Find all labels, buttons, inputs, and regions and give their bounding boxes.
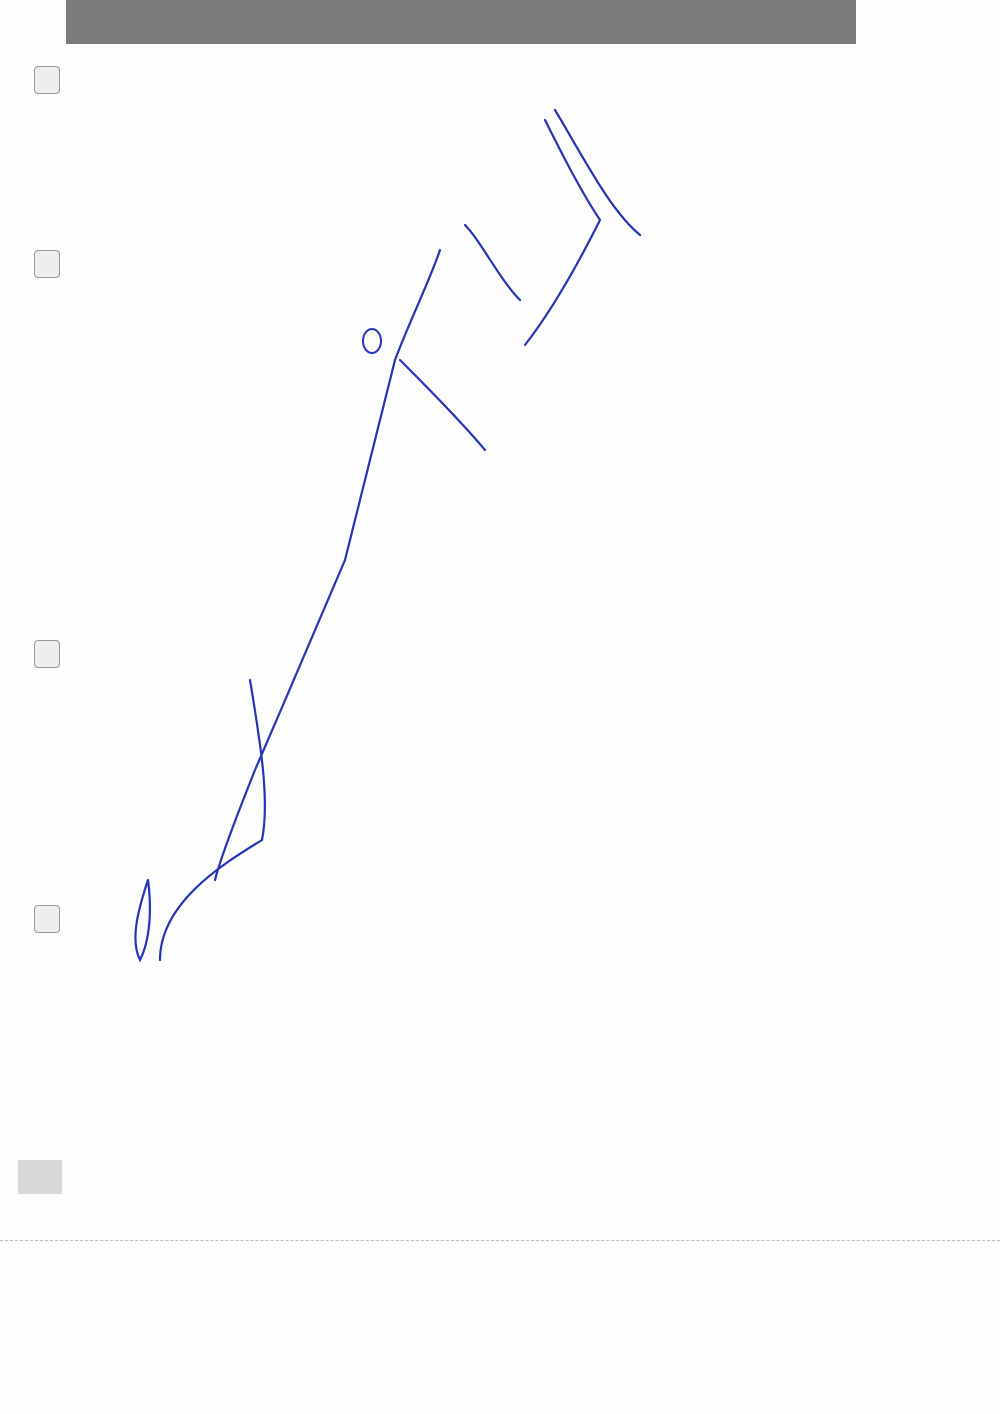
exercise-4-number bbox=[34, 905, 60, 933]
exercise-2-number bbox=[34, 250, 60, 278]
section-header bbox=[66, 0, 856, 44]
exercise-1-number bbox=[34, 66, 60, 94]
page-number bbox=[18, 1160, 62, 1194]
exercise-3-number bbox=[34, 640, 60, 668]
page-edge bbox=[0, 1240, 1000, 1241]
